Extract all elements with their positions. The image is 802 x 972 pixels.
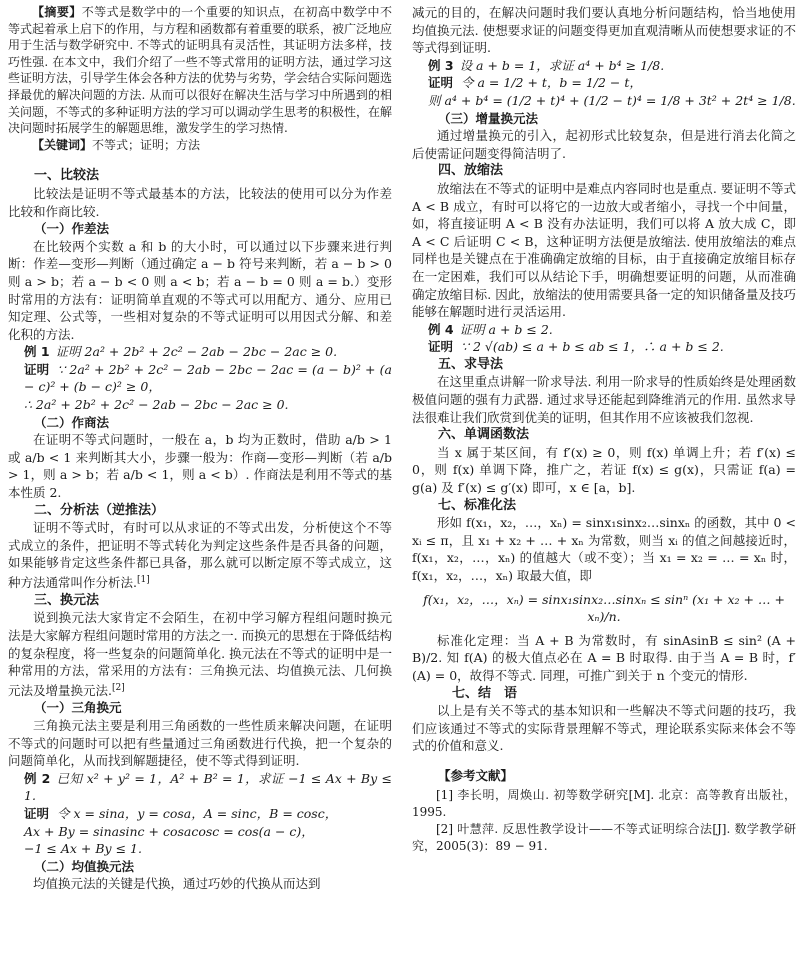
proof-line: 令 a = 1/2 + t，b = 1/2 − t， (461, 75, 642, 91)
paragraph: 当 x 属于某区间，有 f′(x) ≥ 0，则 f(x) 单调上升；若 f′(x) ≤ 0，则 f(x) 单调下降，推广之，若证 f(x) ≤ g(x)，只需证 f(a) = g(a) 及 f′(x) ≤ g′(x) 即可，x ∈ [a，b]. (412, 444, 796, 496)
paragraph: 放缩法在不等式的证明中是难点内容同时也是重点. 要证明不等式 A < B 成立，有时可以将它的一边放大或者缩小，寻找一个中间量，如，将直接证明 A < B 没有办法证明，我们可以将 A 放大成 C，即 A < C 后证明 C < B，这种证明方法便是放缩法. 使用放缩法的难点同样也是关键点在于准确确定放缩的目标，由于直接确定放缩目标存在一定困难，我们可以从结论下手，明确想要证明的问题，从而准确确定放缩目标. 因此，放缩法的使用需要具备一定的知识储备量及技巧能够在解题时进行灵活运用. (412, 180, 796, 320)
abstract-text: 不等式是数学中的一个重要的知识点，在初高中数学中不等式起着承上启下的作用，与方程和函数都有着重要的联系，被广泛地应用于生活与数学研究中. 不等式的证明具有灵活性，其证明方法多样，技巧性强. 在本文中，我们介绍了一些不等式常用的证明方法，通过学习这些证明方法，引导学生体会各种方法的优势与劣势，学会结合实际问题选择最优的解决问题的方法. 从而可以很好在解决生活与学习中所遇到的相关问题，不等式的多种证明方法的学习可以调动学生思考的积极性，在解决问题时拓展学生的解题思维，激发学生的学习热情. (8, 5, 393, 136)
proof-line: ∵ 2a² + 2b² + 2c² − 2ab − 2bc − 2ac = (a − b)² + (a − c)² + (b − c)² ≥ 0， (24, 361, 392, 395)
proof-line: ∴ 2a² + 2b² + 2c² − 2ab − 2bc − 2ac ≥ 0. (24, 397, 289, 413)
proof-line: 则 a⁴ + b⁴ = (1/2 + t)⁴ + (1/2 − t)⁴ = 1/8 + 3t² + 2t⁴ ≥ 1/8. (428, 92, 796, 108)
example-label: 例 2 (24, 770, 51, 786)
paragraph: 标准化定理：当 A + B 为常数时，有 sinAsinB ≤ sin² (A + B)/2. 知 f(A) 的极大值点必在 A = B 时取得. 由于当 A = B 时，f′(A) = 0，故得不等式. 同理，可推广到关于 n 个变元的情形. (412, 632, 796, 683)
section-heading-comparison: 一、比较法 (34, 168, 100, 184)
paragraph: 形如 f(x₁，x₂，…，xₙ) = sinx₁sinx₂…sinxₙ 的函数，其中 0 < xᵢ ≤ π，且 x₁ + x₂ + … + xₙ 为常数，则当 xᵢ 的值之间越接近时，f(x₁，x₂，…，xₙ) 的值越大（或不变）；当 x₁ = x₂ = … = xₙ 时，f(x₁，x₂，…，xₙ) 取最大值，即 (412, 515, 796, 583)
paragraph: 在比较两个实数 a 和 b 的大小时，可以通过以下步骤来进行判断：作差—变形—判断（通过确定 a − b 符号来判断，若 a − b > 0 则 a > b；若 a − b < 0 则 a < b；若 a − b = 0 则 a = b.）变形时常用的方法有：证明简单直观的不等式可以用配方、通分、应用已知定理、公式等，一些相对复杂的不等式证明可以用因式分解、和差化积的方法. (8, 238, 392, 342)
example-statement: 证明 a + b ≤ 2. (459, 321, 553, 337)
paragraph (8, 609, 392, 699)
abstract (8, 4, 392, 137)
example-label: 例 1 (24, 344, 50, 360)
paragraph: 比较法是证明不等式最基本的方法，比较法的使用可以分为作差比较和作商比较. (8, 185, 392, 219)
example-1 (8, 343, 392, 361)
right-column (412, 4, 796, 855)
reference-item: [2] 叶慧萍. 反思性教学设计——不等式证明综合法[J]. 数学教学研究，2005(3)：89 − 91. (412, 821, 796, 853)
example-3 (412, 57, 796, 75)
paragraph: 均值换元法的关键是代换，通过巧妙的代换从而达到 (33, 876, 321, 892)
paragraph: 减元的目的，在解决问题时我们要认真地分析问题结构，恰当地使用均值换元法. 使想要求证的问题变得更加直观清晰从而使想要求证的不等式得到证明. (412, 5, 796, 56)
keywords-label: 【关键词】 (32, 137, 93, 152)
paragraph (8, 519, 392, 592)
proof-label: 证明 (24, 806, 50, 822)
subsection-heading-mean: （二）均值换元法 (34, 858, 135, 874)
proof-line: Ax + By = sinasinc + cosacosc = cos(a − c)， (24, 823, 314, 839)
proof-label: 证明 (428, 75, 454, 91)
section-heading-scaling: 四、放缩法 (438, 163, 504, 179)
paragraph-text: 证明不等式时，有时可以从求证的不等式出发，分析使这个不等式成立的条件，把证明不等式转化为判定这些条件是否具备的问题，如果能够肯定这些条件都已具备，那么就可以断定原不等式成立，这种方法通常叫作分析法. (8, 520, 392, 591)
proof-line: −1 ≤ Ax + By ≤ 1. (24, 841, 142, 857)
example-4 (412, 321, 796, 339)
subsection-heading-quotient: （二）作商法 (34, 414, 110, 430)
subsection-heading-trig: （一）三角换元 (34, 700, 122, 716)
proof-1 (8, 361, 392, 396)
example-statement: 证明 2a² + 2b² + 2c² − 2ab − 2bc − 2ac ≥ 0. (55, 344, 338, 360)
section-heading-conclusion: 七、结 语 (452, 685, 518, 701)
example-label: 例 3 (428, 57, 454, 73)
proof-line: 令 x = sina，y = cosa，A = sinc，B = cosc， (57, 806, 338, 822)
paragraph: 在这里重点讲解一阶求导法. 利用一阶求导的性质始终是处理函数极值问题的强有力武器. 通过求导还能起到降维消元的作用. 虽然求导法很难让我们欣赏到优美的证明，但其作用不应该被我们忽视. (412, 374, 796, 425)
paragraph-text: 说到换元法大家肯定不会陌生，在初中学习解方程组问题时换元法是大家解方程组问题时常用的方法之一. 而换元的思想在于降低结构的复杂程度，将一些复杂的问题简单化. 换元法在不等式的证明中是一种常用的方法，常采用的方法有：三角换元法、均值换元法、几何换元法及增量换元法. (8, 610, 392, 698)
citation: [2] (111, 682, 125, 693)
section-heading-monotone: 六、单调函数法 (438, 427, 530, 443)
references-heading: 【参考文献】 (438, 767, 514, 783)
left-column (8, 4, 392, 893)
example-2 (8, 770, 392, 805)
example-statement: 已知 x² + y² = 1，A² + B² = 1，求证 −1 ≤ Ax + By ≤ 1. (24, 770, 392, 804)
section-heading-analysis (8, 502, 392, 520)
formula: f(x₁，x₂，…，xₙ) = sinx₁sinx₂…sinxₙ ≤ sinⁿ (x₁ + x₂ + … + xₙ)/n. (423, 591, 785, 625)
keywords-text: 不等式；证明；方法 (92, 137, 201, 152)
section-heading-substitution: 三、换元法 (34, 592, 100, 608)
proof-3 (412, 74, 796, 92)
example-statement: 设 a + b = 1，求证 a⁴ + b⁴ ≥ 1/8. (459, 57, 665, 73)
reference-item: [1] 李长明，周焕山. 初等数学研究[M]. 北京：高等教育出版社，1995. (412, 787, 796, 819)
paragraph: 三角换元法主要是利用三角函数的一些性质来解决问题，在证明不等式的问题时可以把有些量通过三角函数进行代换，把一个复杂的问题简单化，从而找到解题捷径，使不等式得到证明. (8, 718, 392, 769)
section-heading-standardization: 七、标准化法 (438, 497, 517, 513)
proof-line: ∵ 2 √(ab) ≤ a + b ≤ ab ≤ 1，∴ a + b ≤ 2. (461, 339, 724, 355)
proof-4 (412, 338, 796, 356)
section-title-text: 二、分析法（逆推法） (34, 502, 165, 518)
keywords (8, 137, 392, 154)
abstract-label: 【摘要】 (32, 5, 82, 19)
section-heading-derivative: 五、求导法 (438, 356, 504, 372)
proof-2 (8, 805, 392, 823)
subsection-heading-difference: （一）作差法 (34, 221, 110, 237)
proof-label: 证明 (428, 339, 454, 355)
example-label: 例 4 (428, 321, 454, 337)
paragraph: 通过增量换元的引入，起初形式比较复杂，但是进行消去化简之后使需证问题变得简洁明了. (412, 128, 796, 161)
paragraph: 以上是有关不等式的基本知识和一些解决不等式问题的技巧，我们应该通过不等式的实际背景理解不等式，理论联系实际来体会不等式的价值和意义. (412, 703, 796, 754)
subsection-heading-increment: （三）增量换元法 (438, 110, 539, 126)
paragraph: 在证明不等式问题时，一般在 a，b 均为正数时，借助 a/b > 1 或 a/b < 1 来判断其大小，步骤一般为：作商—变形—判断（若 a/b > 1，则 a > b；若 a/b < 1，则 a < b）. 作商法是利用不等式的基本性质 2. (8, 432, 392, 501)
citation: [1] (136, 575, 150, 585)
proof-label: 证明 (24, 361, 50, 377)
